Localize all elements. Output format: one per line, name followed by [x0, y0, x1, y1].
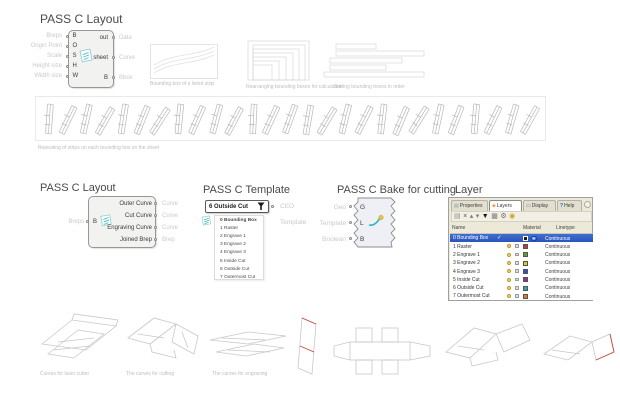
material-sphere-icon[interactable]	[531, 236, 537, 242]
input-port[interactable]	[349, 221, 352, 224]
layers-icon: ◈	[492, 202, 496, 209]
output-port[interactable]	[112, 76, 115, 79]
linetype-value[interactable]: Continuous	[545, 235, 571, 242]
properties-icon: ▤	[454, 202, 459, 209]
linetype-value[interactable]: Continuous	[545, 277, 571, 284]
lightbulb-icon[interactable]	[507, 253, 511, 257]
layer-row[interactable]	[450, 251, 593, 259]
color-swatch[interactable]	[523, 286, 528, 291]
output-label-out: out	[99, 34, 108, 41]
section-title-layer: Layer	[455, 184, 483, 196]
tab-help[interactable]	[557, 200, 582, 211]
port-letter: S	[72, 52, 77, 59]
component-sketch-icon	[201, 215, 212, 226]
move-up-icon[interactable]: ▴	[469, 212, 474, 220]
lock-icon[interactable]	[515, 253, 519, 257]
port-letter: B	[93, 218, 98, 225]
layer-name: 4 Engrave 3	[453, 268, 480, 275]
drawing-caption-laser: Curves for laser cutter	[40, 371, 90, 377]
output-port[interactable]	[154, 214, 157, 217]
color-swatch[interactable]	[523, 269, 528, 274]
layer-row[interactable]	[450, 234, 593, 242]
list-item[interactable]: 5 Inside Cut	[220, 258, 246, 264]
lock-icon[interactable]	[515, 269, 519, 273]
drawing-caption-cutting: The curves for cutting	[126, 371, 175, 377]
ext-label-ceo: CEO	[280, 202, 295, 210]
thumbnail-rearranged-boxes	[247, 40, 311, 81]
list-item[interactable]: 2 Engrave 1	[220, 233, 246, 239]
layer-row[interactable]	[450, 276, 593, 284]
linetype-value[interactable]: Continuous	[545, 252, 571, 259]
bulb-icon[interactable]: ◉	[509, 212, 516, 220]
input-label-geo: Geo	[333, 203, 346, 211]
list-item[interactable]: 4 Engrave 3	[220, 250, 246, 256]
value-list-dropdown[interactable]	[205, 200, 269, 213]
column-header-name[interactable]: Name	[452, 225, 466, 231]
output-port[interactable]	[112, 36, 115, 39]
linetype-value[interactable]: Continuous	[545, 293, 571, 300]
section-title-pass-c-layout-bottom: PASS C Layout	[40, 182, 116, 194]
filter-icon[interactable]: ▼	[481, 212, 489, 220]
port-letter: L	[360, 219, 364, 227]
wireframe-engraving-strips	[208, 310, 288, 366]
tab-properties[interactable]	[451, 200, 488, 211]
lightbulb-icon[interactable]	[507, 269, 511, 273]
linetype-value[interactable]: Continuous	[545, 243, 571, 250]
ext-label-data: Data	[119, 34, 132, 41]
output-port[interactable]	[154, 238, 157, 241]
template-list[interactable]	[214, 215, 264, 280]
ext-label-curve-2: Curve	[162, 212, 179, 219]
output-port[interactable]	[271, 205, 274, 208]
wireframe-angled-boxes	[440, 318, 536, 374]
layers-table	[450, 233, 593, 300]
ext-label-brep: Brep	[162, 236, 175, 243]
input-port[interactable]	[66, 35, 69, 38]
sheet-caption: Repeating of strips on each bounding box on the sheet	[38, 145, 160, 151]
color-swatch[interactable]	[523, 261, 528, 266]
output-port[interactable]	[154, 202, 157, 205]
new-layer-icon[interactable]: ▤	[454, 212, 461, 220]
lock-icon[interactable]	[515, 244, 519, 248]
output-label-outer-curve: Outer Curve	[119, 200, 152, 207]
thumbnail-bounding-box	[150, 44, 218, 79]
help-icon: ?	[560, 202, 564, 209]
port-letter: G	[360, 203, 366, 211]
linetype-value[interactable]: Continuous	[545, 285, 571, 292]
thumbnail-caption-3: Sorting bounding boxes in order	[334, 84, 405, 90]
thumbnail-caption-2: Rearranging bounding boxes for calculation	[246, 84, 343, 90]
input-port[interactable]	[66, 65, 69, 68]
ext-label-bbox: Bbox	[119, 74, 133, 81]
layer-row[interactable]	[450, 267, 593, 275]
tab-layers[interactable]	[489, 200, 522, 211]
section-title-pass-c-bake: PASS C Bake for cutting	[337, 184, 457, 196]
filter-funnel-icon	[257, 202, 265, 211]
move-down-icon[interactable]: ▾	[475, 212, 480, 220]
lightbulb-icon[interactable]	[507, 286, 511, 290]
lock-icon[interactable]	[515, 294, 519, 298]
input-label-width-size: Width size	[34, 72, 62, 79]
input-port[interactable]	[66, 45, 69, 48]
input-port[interactable]	[349, 237, 352, 240]
output-label-engraving-curve: Engraving Curve	[107, 224, 152, 231]
lock-icon[interactable]	[515, 261, 519, 265]
layer-name: 7 Outermost Cut	[453, 293, 490, 300]
layer-name: 0 Bounding Box	[453, 235, 489, 242]
output-port[interactable]	[112, 56, 115, 59]
port-letter: B	[360, 235, 365, 243]
input-label-scale: Scale	[46, 52, 62, 59]
list-item[interactable]: 7 Outermost Cut	[220, 274, 256, 280]
thumbnail-sorted-bars	[322, 42, 432, 79]
output-port[interactable]	[154, 226, 157, 229]
input-port[interactable]	[66, 55, 69, 58]
list-item[interactable]: 1 Raster	[220, 225, 239, 231]
tab-label: Help	[564, 203, 575, 209]
linetype-value[interactable]: Continuous	[545, 260, 571, 267]
ext-label-curve: Curve	[119, 54, 136, 61]
layer-name: 2 Engrave 1	[453, 251, 480, 258]
input-port[interactable]	[86, 220, 89, 223]
port-letter: H	[72, 62, 77, 69]
ext-label-curve-3: Curve	[162, 224, 179, 231]
color-swatch[interactable]	[523, 244, 528, 249]
output-label-b: B	[103, 74, 108, 81]
thumbnail-caption-1: Bounding box of a listed strip	[150, 81, 215, 87]
strip-sheet	[35, 96, 546, 141]
list-item[interactable]: 6 Outside Cut	[220, 266, 250, 272]
lightbulb-icon[interactable]	[507, 261, 511, 265]
section-title-pass-c-layout-top: PASS C Layout	[40, 12, 123, 26]
layer-row[interactable]	[450, 242, 593, 250]
column-header-material[interactable]: Material	[523, 225, 541, 231]
strips-on-sheet-sketch	[36, 97, 545, 140]
ext-label-template: Template	[280, 218, 307, 226]
input-label-boolean: Boolean	[322, 235, 346, 243]
lock-icon[interactable]	[515, 278, 519, 282]
display-icon: ▭	[526, 202, 531, 209]
list-item[interactable]: 0 Bounding Box	[220, 217, 257, 223]
port-letter: O	[72, 42, 78, 49]
output-label-sheet: sheet	[93, 54, 108, 61]
input-label-origin-point: Origin Point	[30, 42, 62, 49]
layer-name: 5 Inside Cut	[453, 276, 480, 283]
port-letter: B	[72, 32, 77, 39]
lightbulb-icon[interactable]	[507, 278, 511, 282]
input-label-template: Template	[319, 219, 346, 227]
layer-row[interactable]	[450, 292, 593, 300]
output-label-joined-brep: Joined Brep	[119, 236, 152, 243]
delete-layer-icon[interactable]: ×	[463, 212, 468, 220]
layer-row[interactable]	[450, 284, 593, 292]
settings-icon[interactable]: ⚙	[500, 212, 507, 220]
input-port[interactable]	[349, 205, 352, 208]
color-swatch[interactable]	[523, 252, 528, 257]
layer-name: 3 Engrave 2	[453, 260, 480, 267]
lightbulb-icon[interactable]	[507, 294, 511, 298]
tab-label: Display	[531, 203, 549, 209]
list-item[interactable]: 3 Engrave 2	[220, 242, 246, 248]
wireframe-angled-box-red	[540, 324, 618, 378]
input-port[interactable]	[66, 75, 69, 78]
match-icon[interactable]: ▦	[491, 212, 498, 220]
input-label-height-size: Height size	[32, 62, 62, 69]
input-label-breps: Breps	[46, 32, 62, 39]
dropdown-value: 6 Outside Cut	[209, 203, 249, 210]
wireframe-laser-strips	[38, 310, 120, 366]
wireframe-cutting-strips	[124, 310, 202, 366]
output-label-cut-curve: Cut Curve	[124, 212, 152, 219]
column-header-linetype[interactable]: Linetype	[556, 225, 575, 231]
layers-toolbar	[451, 211, 592, 222]
color-swatch[interactable]	[523, 236, 528, 241]
lock-icon[interactable]	[515, 286, 519, 290]
tab-display[interactable]	[523, 200, 556, 211]
layer-name: 1 Raster	[453, 243, 472, 250]
check-icon: ✓	[497, 235, 502, 241]
input-label-breps-2: Breps	[68, 218, 84, 225]
section-title-pass-c-template: PASS C Template	[203, 184, 291, 196]
port-letter: W	[72, 72, 79, 79]
panel-options-button[interactable]	[584, 201, 591, 208]
color-swatch[interactable]	[523, 294, 528, 299]
wireframe-strip-red	[296, 316, 320, 378]
bake-brush-icon	[368, 214, 384, 228]
lightbulb-icon[interactable]	[507, 244, 511, 248]
color-swatch[interactable]	[523, 277, 528, 282]
strip-curves-sketch	[151, 45, 217, 78]
layers-panel	[448, 197, 593, 301]
layer-name: 6 Outside Cut	[453, 285, 484, 292]
linetype-value[interactable]: Continuous	[545, 268, 571, 275]
layer-row[interactable]	[450, 259, 593, 267]
tab-label: Layers	[496, 203, 512, 209]
tab-label: Properties	[459, 203, 483, 209]
wireframe-unfolded-box	[326, 326, 434, 378]
ext-label-curve-1: Curve	[162, 200, 179, 207]
drawing-caption-engraving: The curves for engraving	[212, 371, 268, 377]
